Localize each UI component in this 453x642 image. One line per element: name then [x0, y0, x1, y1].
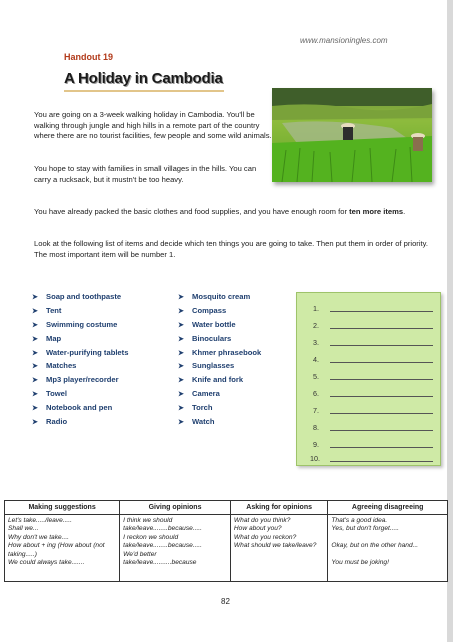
rice-field-photo: [272, 88, 432, 182]
intro-paragraph: You are going on a 3-week walking holiday in Cambodia. You'll be walking through jungle and high hills in a remote part of the country where there are no tourist facilities, few people and some wild animals.: [34, 110, 272, 140]
table-header: Giving opinions: [120, 501, 231, 515]
list-item: ➤ Binoculars: [178, 333, 232, 343]
arrow-bullet-icon: ➤: [178, 377, 184, 385]
arrow-bullet-icon: ➤: [178, 307, 184, 315]
rank-number: 5.: [313, 372, 319, 381]
rank-number: 4.: [313, 355, 319, 364]
table-header: Agreeing disagreeing: [328, 501, 448, 515]
packing-end: .: [403, 207, 406, 216]
host-family-paragraph: You hope to stay with families in small villages in the hills. You can carry a rucksack, but it mustn't be too heavy.: [34, 164, 257, 184]
list-item: ➤ Matches: [32, 361, 77, 371]
table-row: [5, 515, 448, 582]
phrases-table: [4, 500, 448, 582]
page-title: A Holiday in Cambodia: [64, 70, 223, 87]
rank-number: 9.: [313, 440, 319, 449]
rank-number: 1.: [313, 304, 319, 313]
table-cell-suggestions: Let's take...../leave..... Shall we... Why don't we take.... How about + ing (How about (not taking.....) We could always take.......: [5, 515, 120, 582]
arrow-bullet-icon: ➤: [178, 391, 184, 399]
rank-number: 8.: [313, 423, 319, 432]
rank-blank-line[interactable]: [330, 379, 433, 380]
list-item: ➤ Mosquito cream: [178, 292, 251, 301]
arrow-bullet-icon: ➤: [32, 349, 38, 357]
items-list-right: [178, 292, 261, 431]
table-header: Asking for opinions: [230, 501, 327, 515]
arrow-bullet-icon: ➤: [178, 349, 184, 357]
rank-blank-line[interactable]: [330, 328, 433, 329]
rank-blank-line[interactable]: [330, 461, 433, 462]
arrow-bullet-icon: ➤: [32, 363, 38, 371]
table-cell-opinions: I think we should take/leave........because..... I reckon we should take/leave........because..... We'd better take/leave..........because: [120, 515, 231, 582]
handout-number: Handout 19: [64, 52, 114, 62]
rank-blank-line[interactable]: [330, 396, 433, 397]
ten-items-emphasis: ten more items: [349, 207, 404, 216]
arrow-bullet-icon: ➤: [32, 419, 38, 427]
arrow-bullet-icon: ➤: [32, 307, 38, 315]
packing-paragraph: [34, 207, 429, 218]
arrow-bullet-icon: ➤: [178, 294, 184, 301]
list-item: ➤ Watch: [178, 417, 215, 427]
list-item: ➤ Compass: [178, 305, 227, 315]
table-header: Making suggestions: [5, 501, 120, 515]
arrow-bullet-icon: ➤: [178, 363, 184, 371]
arrow-bullet-icon: ➤: [32, 321, 38, 329]
list-item: ➤ Swimming costume: [32, 319, 118, 329]
rank-number: 10.: [310, 454, 320, 463]
list-item: ➤ Tent: [32, 305, 62, 315]
page-number: 82: [221, 597, 230, 606]
list-item: ➤ Sunglasses: [178, 361, 235, 371]
arrow-bullet-icon: ➤: [178, 419, 184, 427]
list-item: ➤ Knife and fork: [178, 375, 244, 385]
rank-blank-line[interactable]: [330, 447, 433, 448]
website-url: www.mansioningles.com: [300, 36, 388, 45]
list-item: ➤ Torch: [178, 403, 213, 413]
items-list-left: [32, 292, 128, 431]
rank-blank-line[interactable]: [330, 345, 433, 346]
list-item: ➤ Radio: [32, 417, 68, 427]
arrow-bullet-icon: ➤: [178, 321, 184, 329]
packing-text: You have already packed the basic clothes and food supplies, and you have enough room for: [34, 207, 350, 216]
table-header-row: [5, 501, 448, 515]
rank-number: 7.: [313, 406, 319, 415]
list-item: ➤ Khmer phrasebook: [178, 347, 262, 357]
list-item: ➤ Water bottle: [178, 319, 236, 329]
arrow-bullet-icon: ➤: [32, 391, 38, 399]
list-item: ➤ Water-purifying tablets: [32, 347, 129, 357]
arrow-bullet-icon: ➤: [178, 335, 184, 343]
arrow-bullet-icon: ➤: [32, 294, 38, 301]
table-cell-agreeing: That's a good idea. Yes, but don't forget..... Okay, but on the other hand... You must be joking!: [328, 515, 448, 582]
rank-number: 6.: [313, 389, 319, 398]
rank-blank-line[interactable]: [330, 311, 433, 312]
list-item: ➤ Notebook and pen: [32, 403, 113, 413]
instructions-paragraph: Look at the following list of items and decide which ten things you are going to take. Then put them in order of priority. The most important item will be number 1.: [34, 239, 428, 259]
rank-blank-line[interactable]: [330, 362, 433, 363]
ranking-box: [296, 292, 441, 466]
list-item: ➤ Mp3 player/recorder: [32, 375, 119, 385]
arrow-bullet-icon: ➤: [32, 405, 38, 413]
list-item: ➤ Towel: [32, 389, 67, 399]
arrow-bullet-icon: ➤: [178, 405, 184, 413]
list-item: ➤ Map: [32, 333, 62, 343]
list-item: ➤ Camera: [178, 389, 220, 399]
arrow-bullet-icon: ➤: [32, 335, 38, 343]
list-item: ➤ Soap and toothpaste: [32, 292, 122, 301]
rank-blank-line[interactable]: [330, 430, 433, 431]
rank-blank-line[interactable]: [330, 413, 433, 414]
title-underline: [64, 90, 224, 92]
arrow-bullet-icon: ➤: [32, 377, 38, 385]
rank-number: 3.: [313, 338, 319, 347]
table-cell-asking: What do you think? How about you? What do you reckon? What should we take/leave?: [230, 515, 327, 582]
rank-number: 2.: [313, 321, 319, 330]
